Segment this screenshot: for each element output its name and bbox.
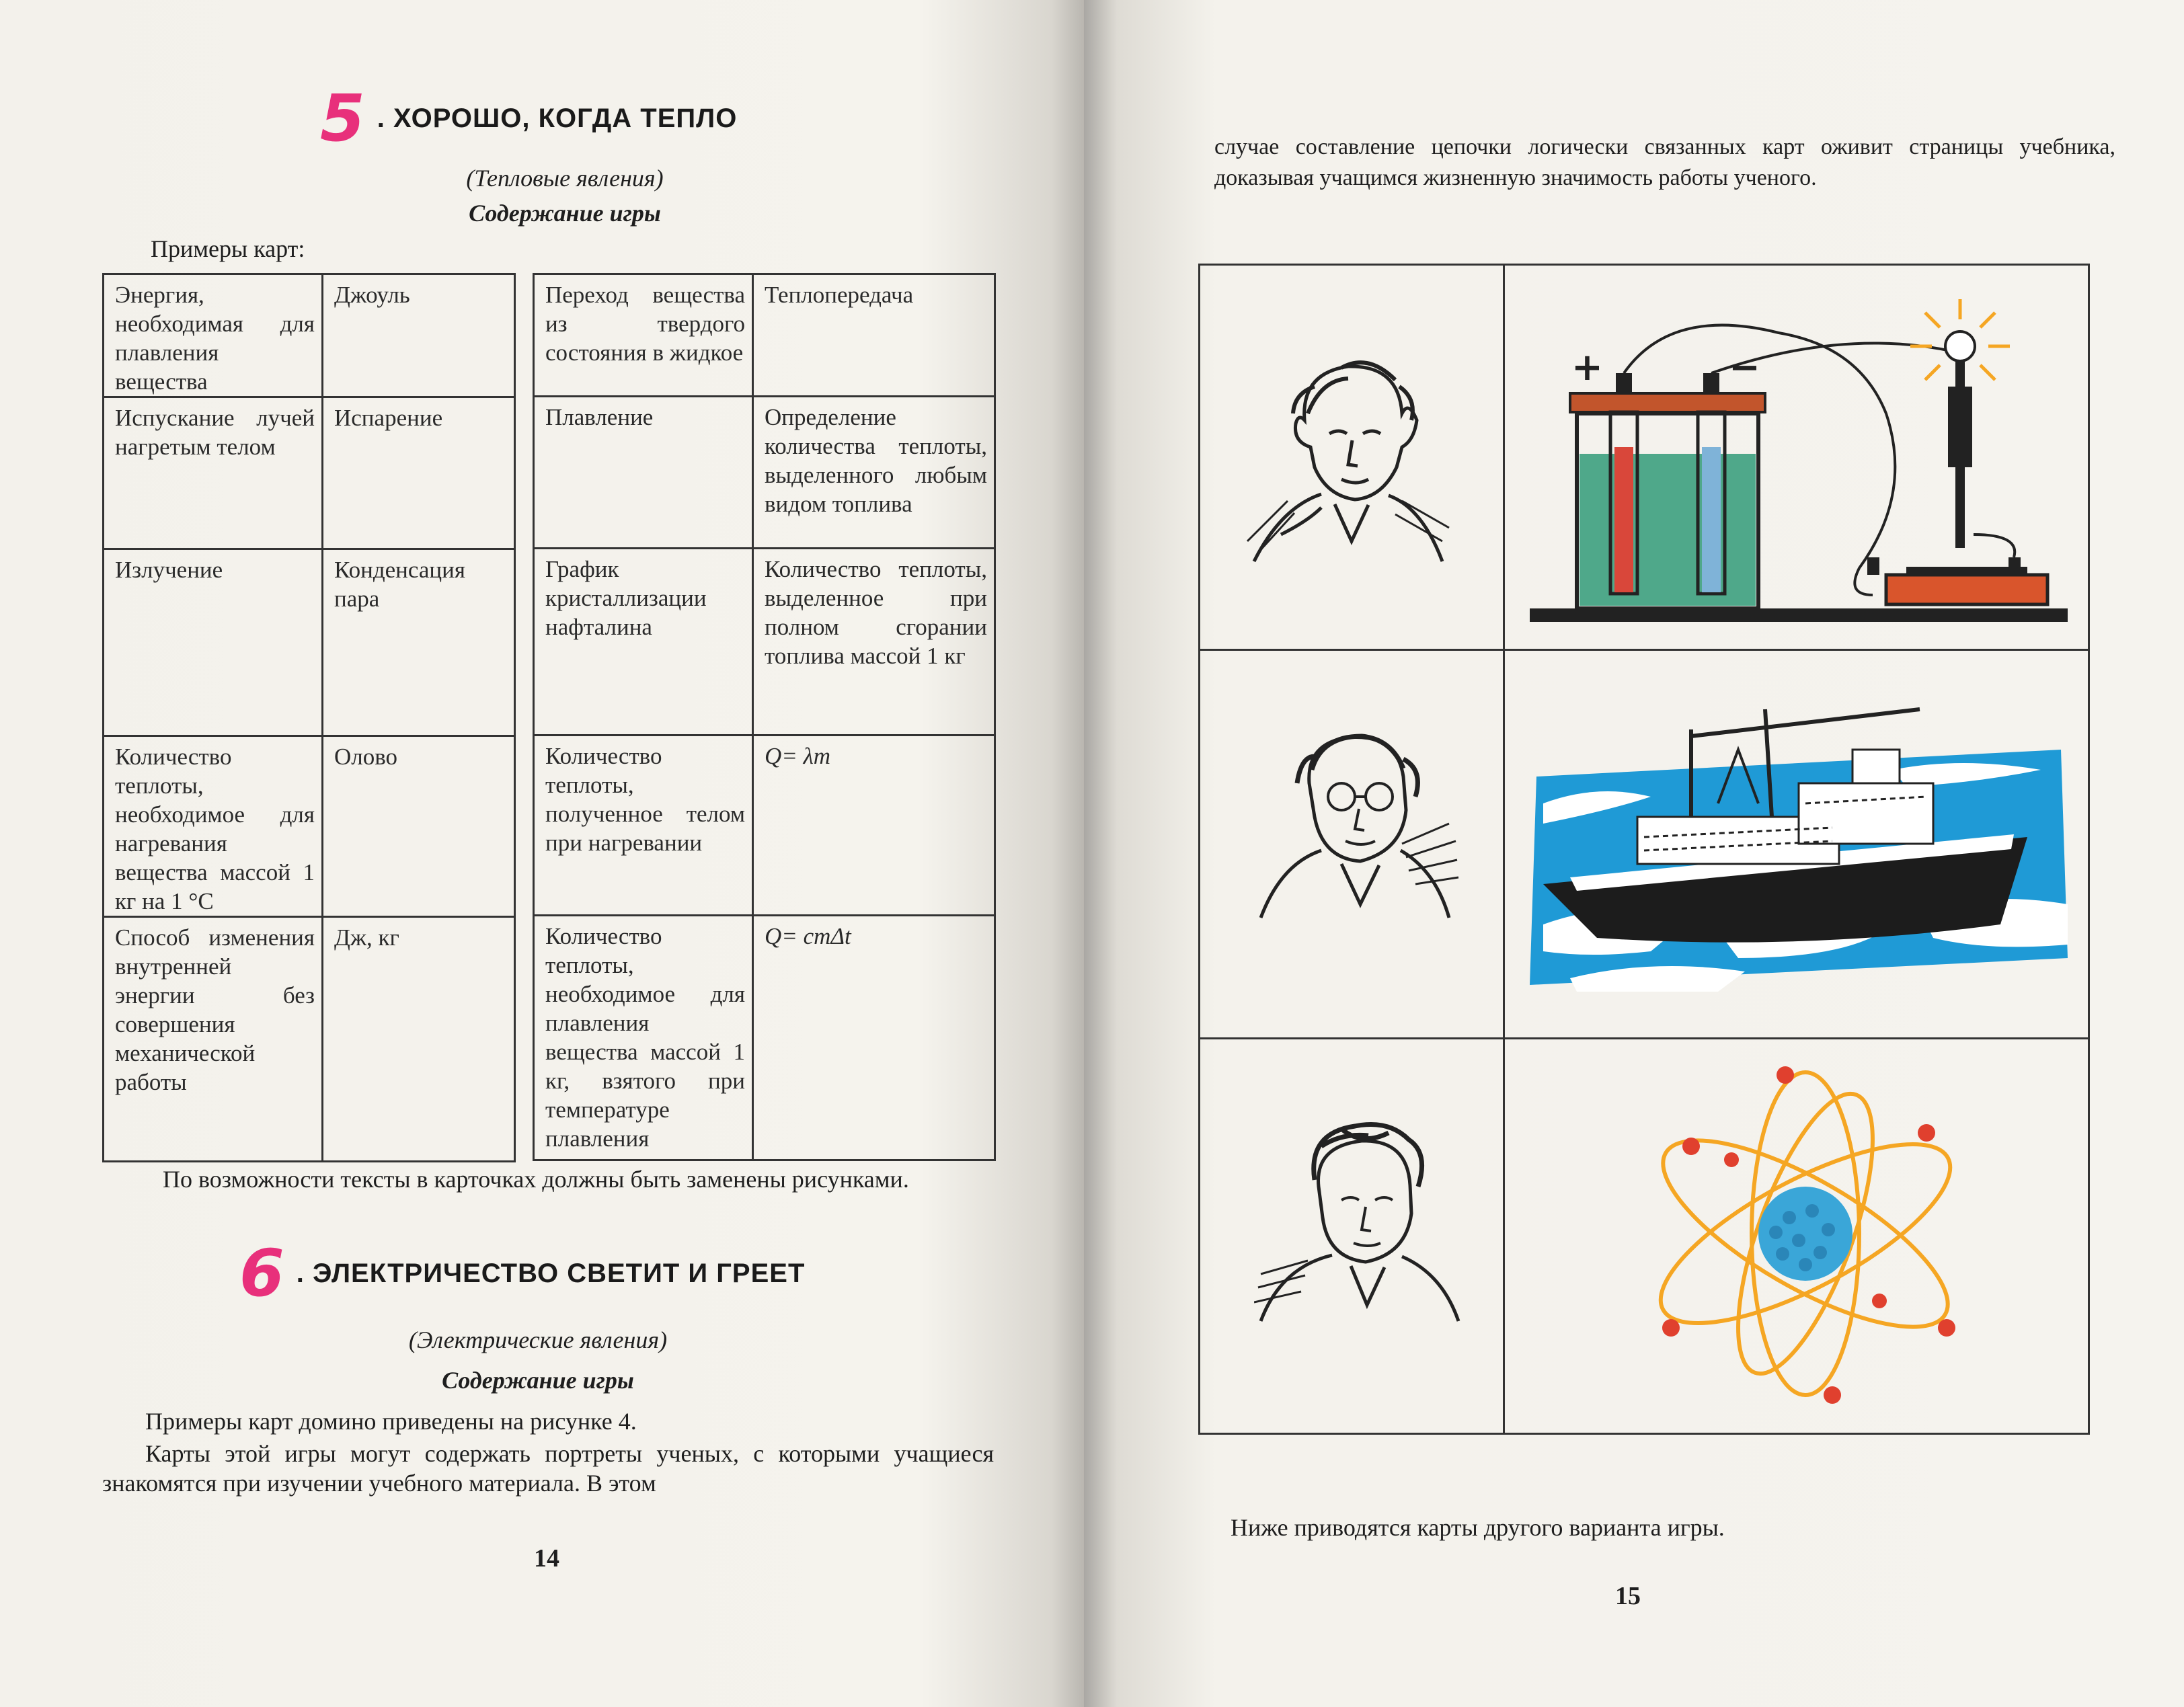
icebreaker-ship-icon [1516, 669, 2081, 1019]
cards-table-right [533, 273, 996, 1161]
formula-cell: Q= cmΔt [753, 916, 995, 1160]
portrait-icon [1254, 1106, 1469, 1328]
card-cell: Количество теплоты, полученное телом при нагревании [534, 736, 753, 916]
section-subtitle: (Тепловые явления) [466, 165, 664, 192]
table-row [534, 916, 995, 1160]
section-6-heading [239, 1236, 806, 1311]
table-row [104, 397, 515, 549]
card-cell: Олово [323, 736, 515, 917]
card-cell: Испускание лучей нагретым телом [104, 397, 323, 549]
section-number: 5 [320, 81, 365, 156]
section-number: 6 [239, 1236, 284, 1311]
atom-icon [1631, 1059, 1980, 1408]
card-cell: Плавление [534, 397, 753, 549]
card-cell: Переход вещества из твердого состояния в жидкое [534, 274, 753, 397]
card-cell: Энергия, необходимая для плавления вещества [104, 274, 323, 397]
bottom-paragraph: Ниже приводятся карты другого варианта игры. [1231, 1514, 1725, 1541]
content-heading: Содержание игры [469, 200, 661, 227]
table-row [104, 549, 515, 736]
table-row [104, 736, 515, 917]
table-row [104, 917, 515, 1162]
card-cell: Количество теплоты, необходимое для плавления вещества массой 1 кг, взятого при температуре плавления [534, 916, 753, 1160]
card-cell: Способ изменения внутренней энергии без совершения механической работы [104, 917, 323, 1162]
content-heading: Содержание игры [442, 1367, 634, 1394]
card-cell: Теплопередача [753, 274, 995, 397]
section-title: . ХОРОШО, КОГДА ТЕПЛО [377, 103, 738, 133]
domino-figure [1198, 264, 2090, 1435]
card-cell: Дж, кг [323, 917, 515, 1162]
paragraph: Карты этой игры могут содержать портреты ученых, с которыми учащиеся знакомятся при изучении учебного материала. В этом [102, 1440, 994, 1497]
note-paragraph: По возможности тексты в карточках должны быть заменены рисунками. [163, 1166, 909, 1193]
card-cell: График кристаллизации нафталина [534, 549, 753, 736]
top-paragraph: случае составление цепочки логически связанных карт оживит страницы учебника, доказывая учащимся жизненную значимость работы ученого. [1214, 134, 2115, 190]
minus-sign: − [1729, 346, 1760, 389]
table-row [534, 736, 995, 916]
page-number: 15 [1615, 1582, 1641, 1610]
card-cell: Конденсация пара [323, 549, 515, 736]
portrait-icon [1241, 340, 1456, 568]
section-5-heading [320, 81, 738, 156]
card-cell: Джоуль [323, 274, 515, 397]
portrait-icon [1247, 709, 1462, 924]
table-row [534, 549, 995, 736]
cards-table-left [102, 273, 516, 1162]
card-cell: Количество теплоты, необходимое для нагревания вещества массой 1 кг на 1 °С [104, 736, 323, 917]
card-cell: Излучение [104, 549, 323, 736]
paragraph: Примеры карт домино приведены на рисунке 4. [145, 1408, 637, 1435]
plus-sign: + [1571, 346, 1603, 389]
section-title: . ЭЛЕКТРИЧЕСТВО СВЕТИТ И ГРЕЕТ [296, 1258, 806, 1288]
examples-label: Примеры карт: [151, 235, 305, 262]
right-page [1084, 0, 2184, 1707]
electric-circuit-icon [1510, 279, 2088, 642]
formula-cell: Q= λm [753, 736, 995, 916]
card-cell: Количество теплоты, выделенное при полном сгорании топлива массой 1 кг [753, 549, 995, 736]
table-row [534, 274, 995, 397]
section-subtitle: (Электрические явления) [408, 1326, 668, 1353]
table-row [104, 274, 515, 397]
left-page [0, 0, 1084, 1707]
page-number: 14 [534, 1544, 559, 1573]
table-row [534, 397, 995, 549]
card-cell: Определение количества теплоты, выделенного любым видом топлива [753, 397, 995, 549]
card-cell: Испарение [323, 397, 515, 549]
